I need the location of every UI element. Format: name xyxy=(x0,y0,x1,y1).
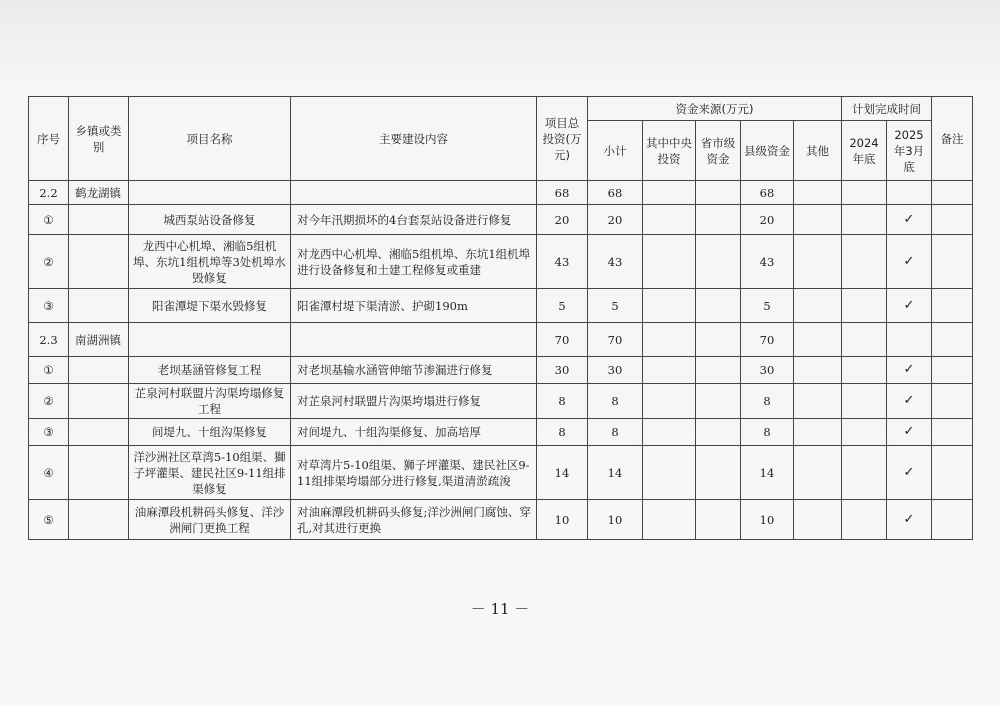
table-row xyxy=(29,500,973,540)
cell-subtotal: 8 xyxy=(588,419,643,446)
cell-town: 南湖洲镇 xyxy=(69,323,129,357)
table-row xyxy=(29,419,973,446)
cell-total: 70 xyxy=(537,323,588,357)
cell-central xyxy=(643,323,696,357)
cell-end2025: ✓ xyxy=(887,446,932,500)
cell-seq: 2.2 xyxy=(29,181,69,205)
header-total: 项目总投资(万元) xyxy=(537,97,588,181)
cell-name: 城西泵站设备修复 xyxy=(129,205,291,235)
project-table xyxy=(28,96,973,540)
cell-end2025: ✓ xyxy=(887,235,932,289)
cell-county: 68 xyxy=(741,181,794,205)
cell-central xyxy=(643,384,696,419)
cell-end2025: ✓ xyxy=(887,384,932,419)
cell-subtotal: 68 xyxy=(588,181,643,205)
cell-end2024 xyxy=(842,500,887,540)
cell-remark xyxy=(932,323,973,357)
cell-name xyxy=(129,323,291,357)
cell-subtotal: 8 xyxy=(588,384,643,419)
cell-content: 对草湾片5-10组渠、狮子坪灌渠、建民社区9-11组排渠垮塌部分进行修复,渠道清淤疏浚 xyxy=(291,446,537,500)
cell-seq: ② xyxy=(29,384,69,419)
cell-total: 68 xyxy=(537,181,588,205)
cell-other xyxy=(794,357,842,384)
cell-county: 5 xyxy=(741,289,794,323)
cell-seq: ③ xyxy=(29,289,69,323)
cell-other xyxy=(794,235,842,289)
cell-content: 对芷泉河村联盟片沟渠垮塌进行修复 xyxy=(291,384,537,419)
cell-other xyxy=(794,323,842,357)
cell-remark xyxy=(932,181,973,205)
cell-central xyxy=(643,500,696,540)
cell-end2024 xyxy=(842,323,887,357)
table-row xyxy=(29,205,973,235)
cell-seq: ⑤ xyxy=(29,500,69,540)
cell-end2025: ✓ xyxy=(887,205,932,235)
cell-total: 14 xyxy=(537,446,588,500)
cell-provincial xyxy=(696,181,741,205)
cell-subtotal: 43 xyxy=(588,235,643,289)
cell-end2024 xyxy=(842,235,887,289)
cell-end2025 xyxy=(887,181,932,205)
cell-central xyxy=(643,419,696,446)
cell-provincial xyxy=(696,500,741,540)
cell-total: 8 xyxy=(537,384,588,419)
header-end2024: 2024年底 xyxy=(842,121,887,181)
cell-end2024 xyxy=(842,181,887,205)
cell-central xyxy=(643,181,696,205)
cell-total: 43 xyxy=(537,235,588,289)
page-number: － 11 － xyxy=(470,600,530,618)
cell-end2025: ✓ xyxy=(887,289,932,323)
header-provincial: 省市级资金 xyxy=(696,121,741,181)
cell-subtotal: 70 xyxy=(588,323,643,357)
table-row xyxy=(29,357,973,384)
cell-name: 阳雀潭堤下渠水毁修复 xyxy=(129,289,291,323)
cell-town xyxy=(69,357,129,384)
header-seq: 序号 xyxy=(29,97,69,181)
header-funding: 资金来源(万元) xyxy=(588,97,842,121)
header-remark: 备注 xyxy=(932,97,973,181)
cell-name: 油麻潭段机耕码头修复、洋沙洲闸门更换工程 xyxy=(129,500,291,540)
cell-content: 对油麻潭段机耕码头修复;洋沙洲闸门腐蚀、穿孔,对其进行更换 xyxy=(291,500,537,540)
cell-total: 20 xyxy=(537,205,588,235)
cell-other xyxy=(794,446,842,500)
header-central: 其中中央投资 xyxy=(643,121,696,181)
table-row xyxy=(29,323,973,357)
cell-end2024 xyxy=(842,446,887,500)
cell-town xyxy=(69,446,129,500)
cell-name: 洋沙洲社区草湾5-10组渠、獅子坪灌渠、建民社区9-11组排渠修复 xyxy=(129,446,291,500)
cell-county: 8 xyxy=(741,419,794,446)
cell-county: 20 xyxy=(741,205,794,235)
cell-seq: ③ xyxy=(29,419,69,446)
cell-town: 鹤龙湖镇 xyxy=(69,181,129,205)
cell-other xyxy=(794,205,842,235)
cell-seq: 2.3 xyxy=(29,323,69,357)
cell-remark xyxy=(932,289,973,323)
cell-provincial xyxy=(696,446,741,500)
cell-county: 14 xyxy=(741,446,794,500)
header-name: 项目名称 xyxy=(129,97,291,181)
cell-county: 30 xyxy=(741,357,794,384)
cell-other xyxy=(794,384,842,419)
cell-provincial xyxy=(696,419,741,446)
cell-content xyxy=(291,181,537,205)
cell-remark xyxy=(932,235,973,289)
cell-remark xyxy=(932,500,973,540)
cell-county: 8 xyxy=(741,384,794,419)
header-town: 乡镇或类别 xyxy=(69,97,129,181)
cell-end2025: ✓ xyxy=(887,500,932,540)
cell-end2024 xyxy=(842,384,887,419)
cell-seq: ② xyxy=(29,235,69,289)
header-content: 主要建设内容 xyxy=(291,97,537,181)
cell-seq: ④ xyxy=(29,446,69,500)
table-row xyxy=(29,289,973,323)
cell-remark xyxy=(932,205,973,235)
cell-seq: ① xyxy=(29,205,69,235)
cell-other xyxy=(794,500,842,540)
cell-provincial xyxy=(696,289,741,323)
cell-provincial xyxy=(696,235,741,289)
cell-remark xyxy=(932,446,973,500)
table-row xyxy=(29,235,973,289)
cell-content: 对老坝基输水涵管伸缩节渗漏进行修复 xyxy=(291,357,537,384)
cell-town xyxy=(69,205,129,235)
cell-town xyxy=(69,235,129,289)
cell-subtotal: 10 xyxy=(588,500,643,540)
cell-total: 30 xyxy=(537,357,588,384)
cell-remark xyxy=(932,357,973,384)
cell-end2024 xyxy=(842,357,887,384)
cell-other xyxy=(794,419,842,446)
cell-end2025: ✓ xyxy=(887,419,932,446)
cell-content: 阳雀潭村堤下渠清淤、护砌190m xyxy=(291,289,537,323)
cell-subtotal: 5 xyxy=(588,289,643,323)
cell-total: 10 xyxy=(537,500,588,540)
cell-seq: ① xyxy=(29,357,69,384)
cell-name xyxy=(129,181,291,205)
cell-central xyxy=(643,357,696,384)
cell-end2024 xyxy=(842,205,887,235)
cell-remark xyxy=(932,419,973,446)
cell-subtotal: 20 xyxy=(588,205,643,235)
cell-subtotal: 14 xyxy=(588,446,643,500)
cell-town xyxy=(69,419,129,446)
cell-name: 龙西中心机埠、湘临5组机埠、东坑1组机埠等3处机埠水毁修复 xyxy=(129,235,291,289)
cell-subtotal: 30 xyxy=(588,357,643,384)
cell-provincial xyxy=(696,357,741,384)
cell-county: 43 xyxy=(741,235,794,289)
header-plan: 计划完成时间 xyxy=(842,97,932,121)
cell-provincial xyxy=(696,205,741,235)
table-row xyxy=(29,446,973,500)
header-other: 其他 xyxy=(794,121,842,181)
cell-content: 对今年汛期损坏的4台套泵站设备进行修复 xyxy=(291,205,537,235)
cell-remark xyxy=(932,384,973,419)
cell-end2025 xyxy=(887,323,932,357)
cell-provincial xyxy=(696,323,741,357)
header-subtotal: 小计 xyxy=(588,121,643,181)
cell-provincial xyxy=(696,384,741,419)
cell-other xyxy=(794,181,842,205)
header-end2025: 2025年3月底 xyxy=(887,121,932,181)
cell-end2024 xyxy=(842,419,887,446)
cell-end2025: ✓ xyxy=(887,357,932,384)
cell-total: 5 xyxy=(537,289,588,323)
cell-central xyxy=(643,205,696,235)
cell-other xyxy=(794,289,842,323)
cell-central xyxy=(643,289,696,323)
cell-county: 10 xyxy=(741,500,794,540)
table-row xyxy=(29,384,973,419)
header-county: 县级资金 xyxy=(741,121,794,181)
cell-name: 间堤九、十组沟渠修复 xyxy=(129,419,291,446)
table-header xyxy=(29,97,973,181)
cell-central xyxy=(643,235,696,289)
table-body xyxy=(29,181,973,540)
cell-name: 老坝基涵管修复工程 xyxy=(129,357,291,384)
cell-town xyxy=(69,384,129,419)
cell-town xyxy=(69,289,129,323)
cell-end2024 xyxy=(842,289,887,323)
cell-total: 8 xyxy=(537,419,588,446)
cell-county: 70 xyxy=(741,323,794,357)
cell-town xyxy=(69,500,129,540)
cell-name: 芷泉河村联盟片沟渠垮塌修复工程 xyxy=(129,384,291,419)
cell-content: 对龙西中心机埠、湘临5组机埠、东坑1组机埠进行设备修复和土建工程修复或重建 xyxy=(291,235,537,289)
cell-central xyxy=(643,446,696,500)
cell-content: 对间堤九、十组沟渠修复、加高培厚 xyxy=(291,419,537,446)
cell-content xyxy=(291,323,537,357)
table-row xyxy=(29,181,973,205)
